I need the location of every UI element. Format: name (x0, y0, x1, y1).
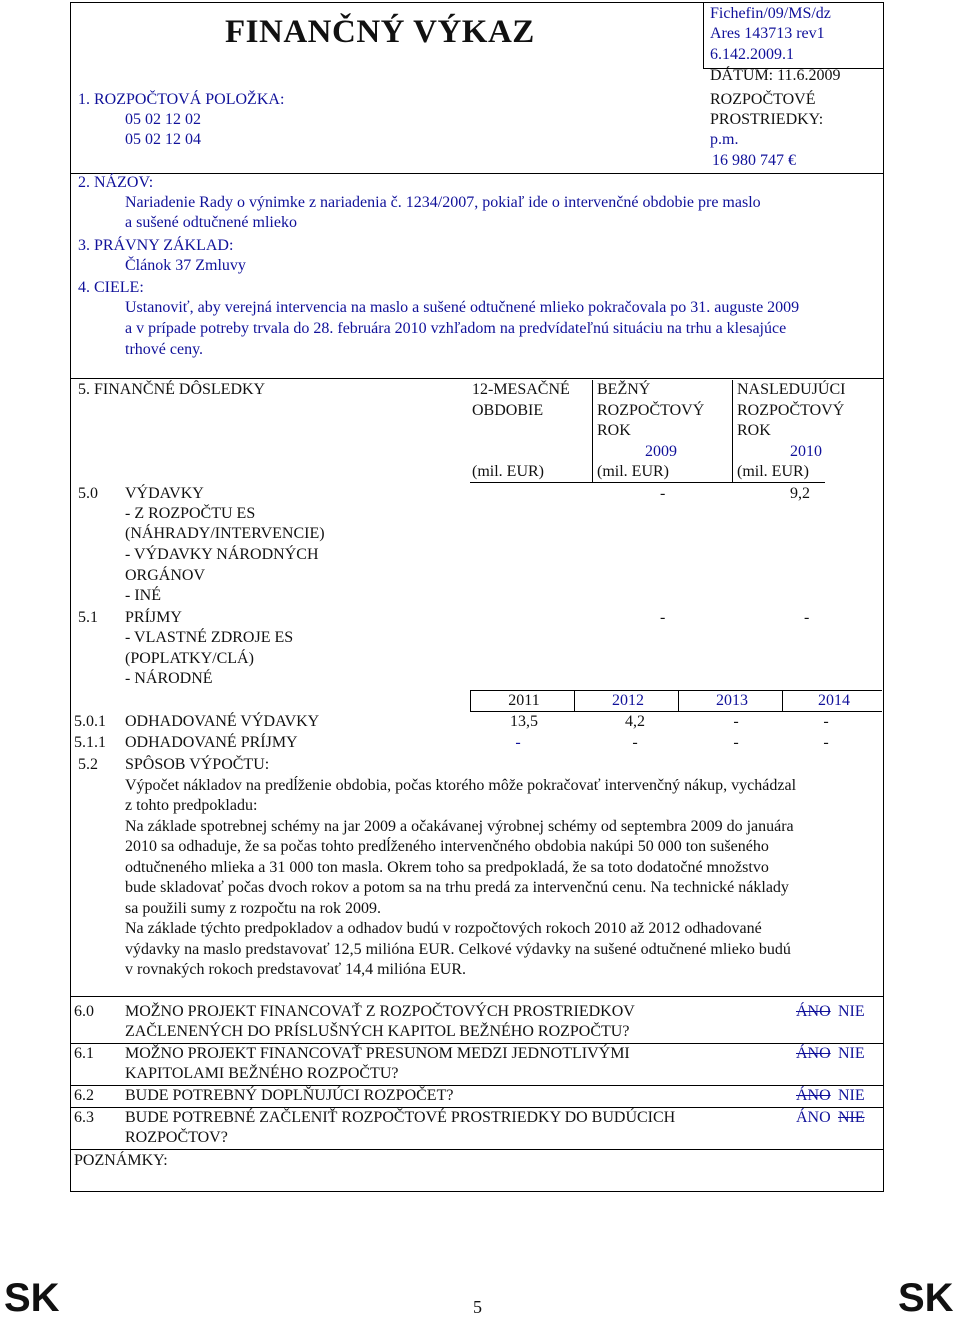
est-income-2011: - (515, 734, 521, 751)
method-line-8: Na základe týchto predpokladov a odhadov budú v rozpočtových rokoch 2010 až 2012 odhadované (125, 920, 762, 937)
legal-basis-text: Článok 37 Zmluvy (125, 257, 246, 274)
estimates-year-2012: 2012 (612, 692, 644, 709)
col2-border (592, 380, 593, 482)
objectives-line-3: trhové ceny. (125, 341, 204, 358)
budget-code-1: 05 02 12 02 (125, 111, 201, 128)
question-6-1-yes: ÁNO (796, 1045, 831, 1062)
income-line-4: - NÁRODNÉ (125, 670, 213, 687)
est-income-num: 5.1.1 (74, 734, 106, 751)
question-6-0-num: 6.0 (74, 1003, 94, 1020)
question-6-2-yes: ÁNO (796, 1087, 831, 1104)
budget-code-2: 05 02 12 04 (125, 131, 201, 148)
financial-impact-label: 5. FINANČNÉ DÔSLEDKY (78, 381, 266, 398)
col3-border (732, 380, 733, 482)
name-label: 2. NÁZOV: (78, 174, 154, 191)
est-expenses-num: 5.0.1 (74, 713, 106, 730)
est-expenses-label: ODHADOVANÉ VÝDAVKY (125, 713, 320, 730)
section-divider-top (70, 173, 883, 174)
question-6-0-line-1: MOŽNO PROJEKT FINANCOVAŤ Z ROZPOČTOVÝCH PROSTRIEDKOV (125, 1003, 635, 1020)
budget-item-label: 1. ROZPOČTOVÁ POLOŽKA: (78, 91, 285, 108)
col3-head-year: 2010 (790, 443, 822, 460)
question-6-3-yes: ÁNO (796, 1109, 831, 1126)
reference-line-1: Fichefin/09/MS/dz (710, 5, 831, 22)
col3-head-3: ROK (737, 422, 771, 439)
resources-label-1: ROZPOČTOVÉ (710, 91, 816, 108)
method-line-3: Na základe spotrebnej schémy na jar 2009 a očakávanej výrobnej schémy od septembra 2009 do januára (125, 818, 794, 835)
est-expenses-2012: 4,2 (625, 713, 645, 730)
expenses-line-2: - Z ROZPOČTU ES (125, 505, 256, 522)
question-6-3-line-2: ROZPOČTOV? (125, 1129, 228, 1146)
objectives-label: 4. CIELE: (78, 279, 144, 296)
method-line-4: 2010 sa odhaduje, že sa počas tohto predĺženého intervenčného obdobia nakúpi 50 000 ton sušeného (125, 838, 769, 855)
expenses-line-6: - INÉ (125, 587, 161, 604)
notes-label: POZNÁMKY: (74, 1152, 168, 1169)
income-line-3: (POPLATKY/CLÁ) (125, 650, 254, 667)
col2-head-3: ROK (597, 422, 631, 439)
question-6-1-num: 6.1 (74, 1045, 94, 1062)
col3-head-1: NASLEDUJÚCI (737, 381, 846, 398)
method-line-1: Výpočet nákladov na predĺženie obdobia, počas ktorého môže pokračovať intervenčný nákup, vychádzal (125, 777, 797, 794)
page-number: 5 (473, 1297, 482, 1317)
legal-basis-label: 3. PRÁVNY ZÁKLAD: (78, 237, 234, 254)
method-title: SPÔSOB VÝPOČTU: (125, 756, 270, 773)
footer-language-right: SK (898, 1276, 954, 1320)
income-line-2: - VLASTNÉ ZDROJE ES (125, 629, 294, 646)
income-2009-value: - (660, 609, 666, 626)
objectives-line-1: Ustanoviť, aby verejná intervencia na maslo a sušené odtučnené mlieko pokračovala po 31. auguste 2009 (125, 299, 800, 316)
est-income-2014: - (823, 734, 829, 751)
method-line-9: výdavky na maslo predstavovať 12,5 milióna EUR. Celkové výdavky na sušené odtučnené mlieko budú (125, 941, 791, 958)
est-expenses-2014: - (823, 713, 829, 730)
income-num: 5.1 (78, 609, 98, 626)
question-6-2-num: 6.2 (74, 1087, 94, 1104)
est-expenses-2011: 13,5 (510, 713, 538, 730)
question-6-2-no: NIE (838, 1087, 865, 1104)
section-divider-method (70, 996, 883, 997)
resources-label-3: p.m. (710, 131, 739, 148)
resources-label-2: PROSTRIEDKY: (710, 111, 824, 128)
question-6-3-no: NIE (838, 1109, 865, 1126)
header-divider-vertical (703, 2, 704, 68)
col1-head-2: OBDOBIE (472, 402, 544, 419)
question-6-0-line-2: ZAČLENENÝCH DO PRÍSLUŠNÝCH KAPITOL BEŽNÉHO ROZPOČTU? (125, 1023, 630, 1040)
col1-head-1: 12-MESAČNÉ (472, 381, 570, 398)
page-title: FINANČNÝ VÝKAZ (225, 14, 535, 50)
expenses-2010-value: 9,2 (790, 485, 810, 502)
estimates-border-2 (574, 690, 575, 711)
expenses-line-5: ORGÁNOV (125, 567, 205, 584)
question-6-1-no: NIE (838, 1045, 865, 1062)
col2-head-year: 2009 (645, 443, 677, 460)
estimates-border-1 (470, 690, 471, 711)
estimates-border-3 (678, 690, 679, 711)
est-expenses-2013: - (733, 713, 739, 730)
expenses-2009-value: - (660, 485, 666, 502)
method-line-2: z tohto predpokladu: (125, 797, 258, 814)
name-text-line-1: Nariadenie Rady o výnimke z nariadenia č. 1234/2007, pokiaľ ide o intervenčné obdobie pre maslo (125, 194, 761, 211)
estimates-border-4 (782, 690, 783, 711)
expenses-num: 5.0 (78, 485, 98, 502)
col1-head-unit: (mil. EUR) (472, 463, 544, 480)
method-line-10: v rovnakých rokoch predstavovať 14,4 milióna EUR. (125, 961, 466, 978)
income-2010-value: - (804, 609, 810, 626)
col2-head-2: ROZPOČTOVÝ (597, 402, 705, 419)
expenses-line-1: VÝDAVKY (125, 485, 204, 502)
question-6-3-line-1: BUDE POTREBNÉ ZAČLENIŤ ROZPOČTOVÉ PROSTRIEDKY DO BUDÚCICH (125, 1109, 676, 1126)
est-income-2012: - (632, 734, 638, 751)
method-num: 5.2 (78, 756, 98, 773)
estimates-year-2011: 2011 (508, 692, 540, 709)
method-line-6: bude skladovať počas dvoch rokov a potom sa na trhu predá za intervenčnú cenu. Na technické náklady (125, 879, 789, 896)
question-6-2-line-1: BUDE POTREBNÝ DOPLŇUJÚCI ROZPOČET? (125, 1087, 454, 1104)
col3-head-2: ROZPOČTOVÝ (737, 402, 845, 419)
question-6-1-line-2: KAPITOLAMI BEŽNÉHO ROZPOČTU? (125, 1065, 399, 1082)
question-6-0-yes: ÁNO (796, 1003, 831, 1020)
est-income-2013: - (733, 734, 739, 751)
income-line-1: PRÍJMY (125, 609, 182, 626)
reference-line-2: Ares 143713 rev1 (710, 25, 825, 42)
col3-head-unit: (mil. EUR) (737, 463, 809, 480)
resources-value: 16 980 747 € (712, 152, 796, 169)
expenses-line-4: - VÝDAVKY NÁRODNÝCH (125, 546, 319, 563)
method-line-7: sa použili sumy z rozpočtu na rok 2009. (125, 900, 381, 917)
question-6-3-num: 6.3 (74, 1109, 94, 1126)
section-divider-objectives (70, 378, 883, 379)
question-6-1-line-1: MOŽNO PROJEKT FINANCOVAŤ PRESUNOM MEDZI JEDNOTLIVÝMI (125, 1045, 630, 1062)
table-head-rule (470, 482, 825, 483)
question-6-0-no: NIE (838, 1003, 865, 1020)
name-text-line-2: a sušené odtučnené mlieko (125, 214, 297, 231)
objectives-line-2: a v prípade potreby trvala do 28. februára 2010 vzhľadom na predvídateľnú situáciu na trhu a klesajúce (125, 320, 787, 337)
question-6-3-rule (70, 1149, 883, 1150)
reference-line-3: 6.142.2009.1 (710, 46, 794, 63)
expenses-line-3: (NÁHRADY/INTERVENCIE) (125, 525, 325, 542)
method-line-5: odtučneného mlieka a 31 000 ton masla. Okrem toho sa predpokladá, že sa toto dodatočné množstvo (125, 859, 769, 876)
est-income-label: ODHADOVANÉ PRÍJMY (125, 734, 298, 751)
estimates-year-2014: 2014 (818, 692, 850, 709)
document-date: DÁTUM: 11.6.2009 (710, 67, 841, 84)
col2-head-1: BEŽNÝ (597, 381, 651, 398)
estimates-year-2013: 2013 (716, 692, 748, 709)
col2-head-unit: (mil. EUR) (597, 463, 669, 480)
footer-language-left: SK (4, 1276, 60, 1320)
